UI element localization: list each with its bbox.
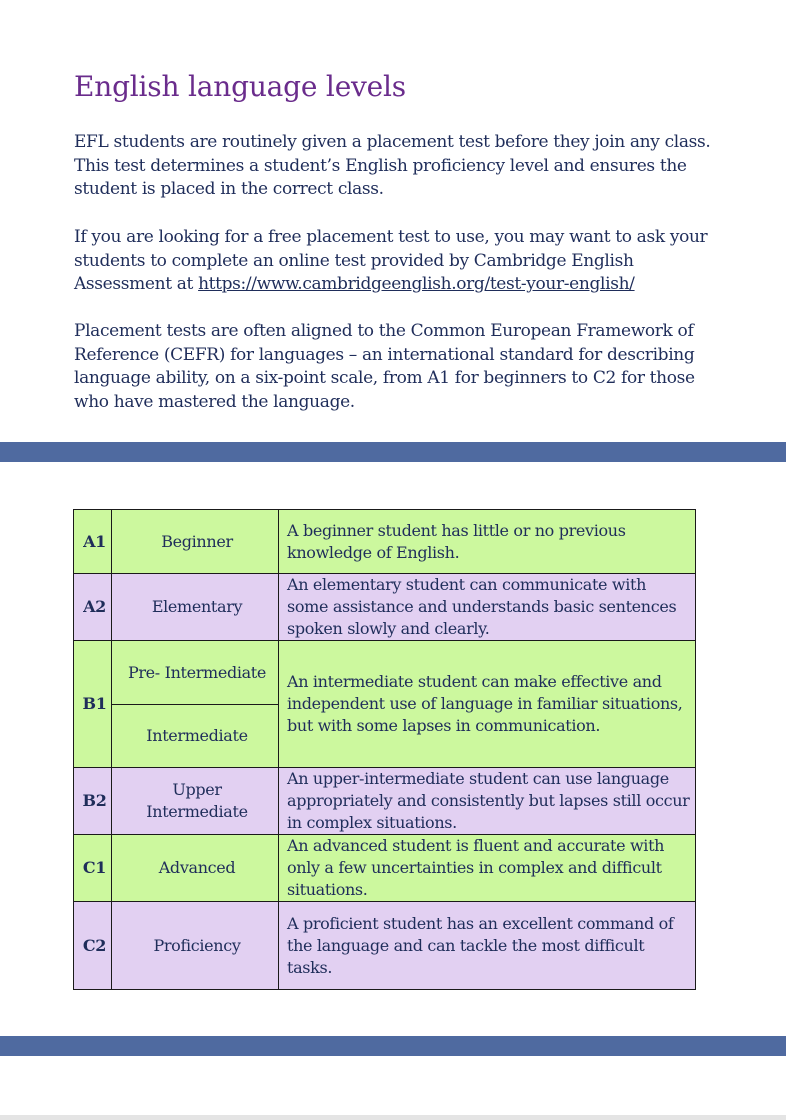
level-code: A1: [74, 510, 112, 574]
table-row-a2: [74, 574, 696, 641]
level-code: C1: [74, 835, 112, 902]
table-row-b2: [74, 768, 696, 835]
cefr-paragraph: Placement tests are often aligned to the Common European Framework of Reference (CEFR) for languages – an international standard for describing language ability, on a six-point scale, from A1 for beginners to C2 for those who have mastered the language.: [74, 321, 695, 412]
placement-test-paragraph: [74, 226, 714, 297]
page-title: English language levels: [74, 70, 406, 103]
level-description: An elementary student can communicate with some assistance and understands basic sentences spoken slowly and clearly.: [279, 574, 696, 641]
level-code: A2: [74, 574, 112, 641]
cambridge-test-link[interactable]: https://www.cambridgeenglish.org/test-your-english/: [198, 274, 635, 294]
table-row-a1: [74, 510, 696, 574]
level-name: Beginner: [112, 510, 279, 574]
level-code: B1: [74, 641, 112, 768]
placement-test-text: If you are looking for a free placement test to use, you may want to ask your students to complete an online test provided by Cambridge English Assessment at: [74, 227, 708, 294]
level-name: Intermediate: [112, 705, 279, 768]
level-description: An advanced student is fluent and accurate with only a few uncertainties in complex and difficult situations.: [279, 835, 696, 902]
level-description: An upper-intermediate student can use language appropriately and consistently but lapses still occur in complex situations.: [279, 768, 696, 835]
level-name: Pre- Intermediate: [112, 641, 279, 705]
level-code: B2: [74, 768, 112, 835]
cefr-levels-table: [73, 509, 696, 990]
table-row-c2: [74, 902, 696, 990]
level-name: Proficiency: [112, 902, 279, 990]
table-row-b1: [74, 641, 696, 705]
level-description: An intermediate student can make effective and independent use of language in familiar situations, but with some lapses in communication.: [279, 641, 696, 768]
intro-paragraph: EFL students are routinely given a placement test before they join any class. This test determines a student’s English proficiency level and ensures the student is placed in the correct class.: [74, 132, 711, 199]
level-description: A proficient student has an excellent command of the language and can tackle the most difficult tasks.: [279, 902, 696, 990]
table-row-c1: [74, 835, 696, 902]
level-code: C2: [74, 902, 112, 990]
bottom-divider-band: [0, 1036, 786, 1056]
level-name: Elementary: [112, 574, 279, 641]
level-description: A beginner student has little or no previous knowledge of English.: [279, 510, 696, 574]
top-divider-band: [0, 442, 786, 462]
page-edge-strip: [0, 1115, 786, 1120]
level-name: Advanced: [112, 835, 279, 902]
level-name: Upper Intermediate: [112, 768, 279, 835]
